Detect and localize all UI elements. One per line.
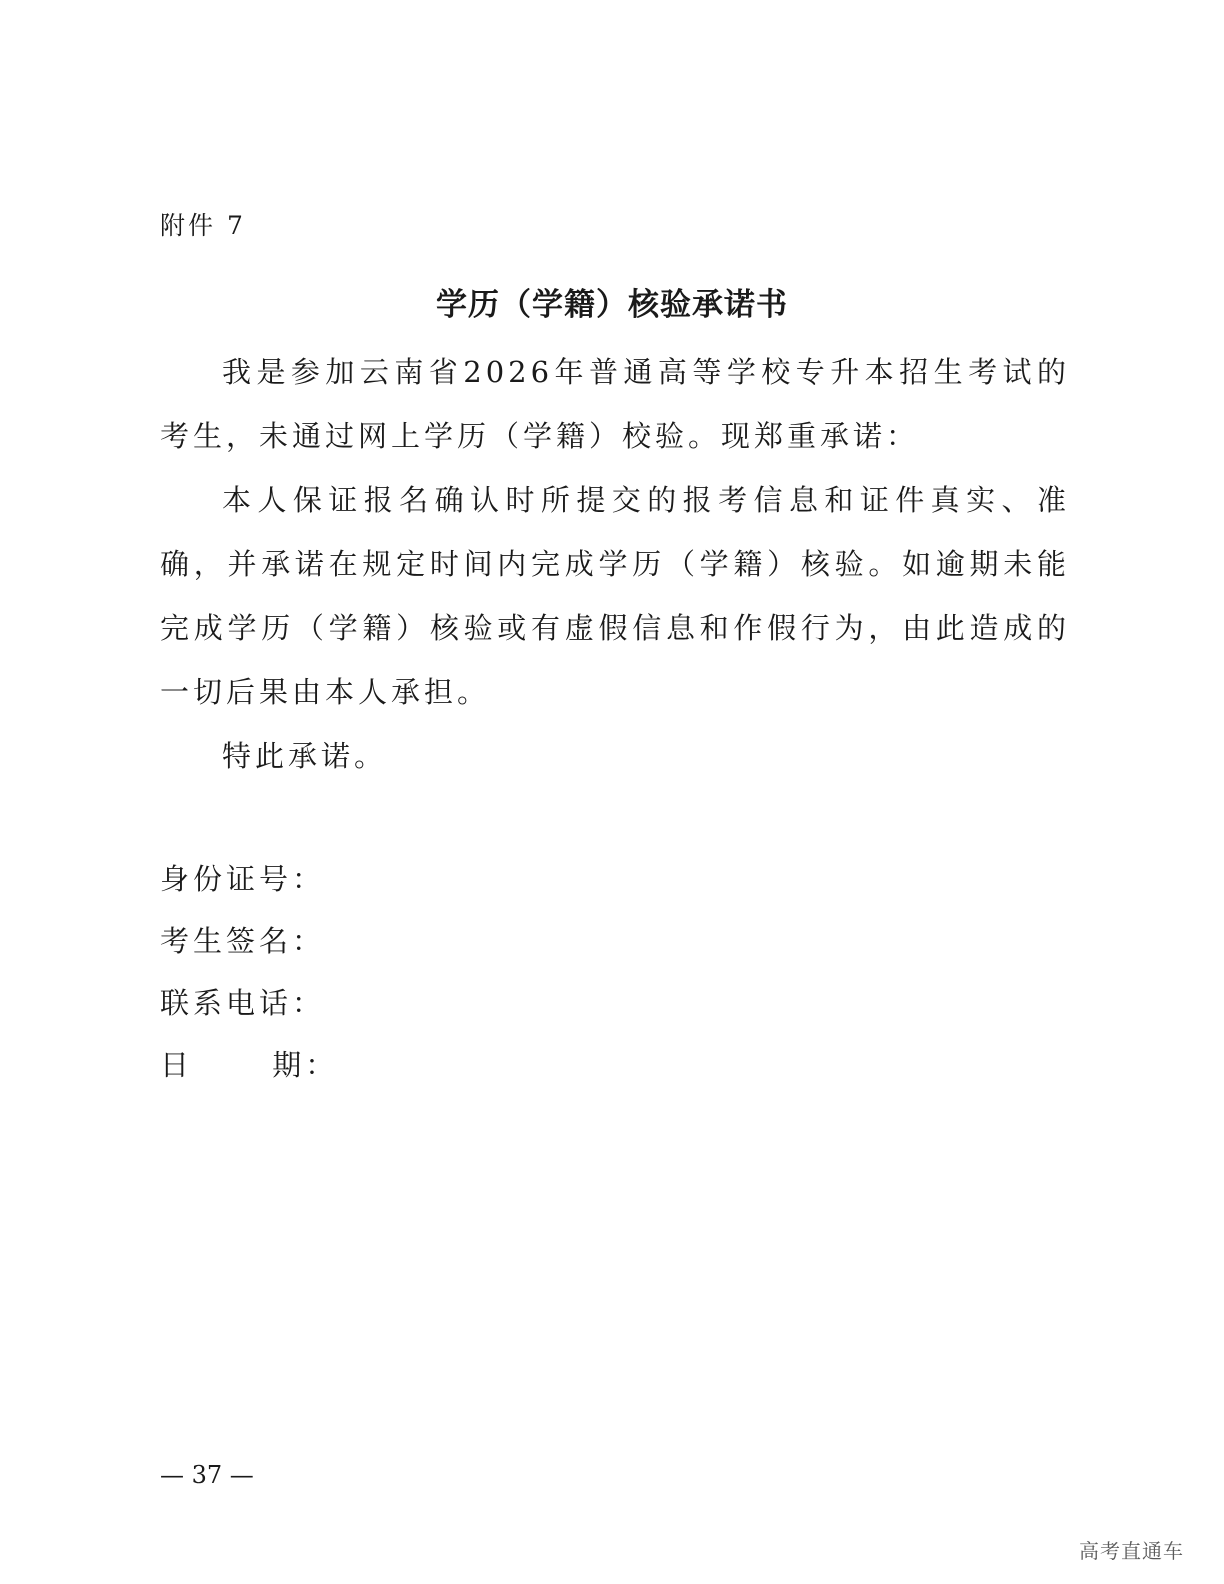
page-number: — 37 — — [160, 1461, 254, 1489]
paragraph-commitment: 本人保证报名确认时所提交的报考信息和证件真实、准确，并承诺在规定时间内完成学历（学籍）核验。如逾期未能完成学历（学籍）核验或有虚假信息和作假行为，由此造成的一切后果由本人承担。 — [160, 483, 1070, 709]
document-body — [160, 340, 1070, 788]
document-title: 学历（学籍）核验承诺书 — [436, 287, 788, 323]
id-number-label: 身份证号： — [160, 862, 326, 896]
attachment-label: 附件 7 — [160, 211, 246, 240]
signature-label: 考生签名： — [160, 924, 326, 958]
date-label: 日 期： — [160, 1048, 339, 1082]
paragraph-closing: 特此承诺。 — [222, 739, 388, 773]
watermark-text: 高考直通车 — [1079, 1539, 1184, 1563]
phone-label: 联系电话： — [160, 986, 326, 1020]
signature-fields — [160, 848, 338, 1096]
paragraph-intro: 我是参加云南省2026年普通高等学校专升本招生考试的考生，未通过网上学历（学籍）校验。现郑重承诺： — [160, 355, 1070, 453]
